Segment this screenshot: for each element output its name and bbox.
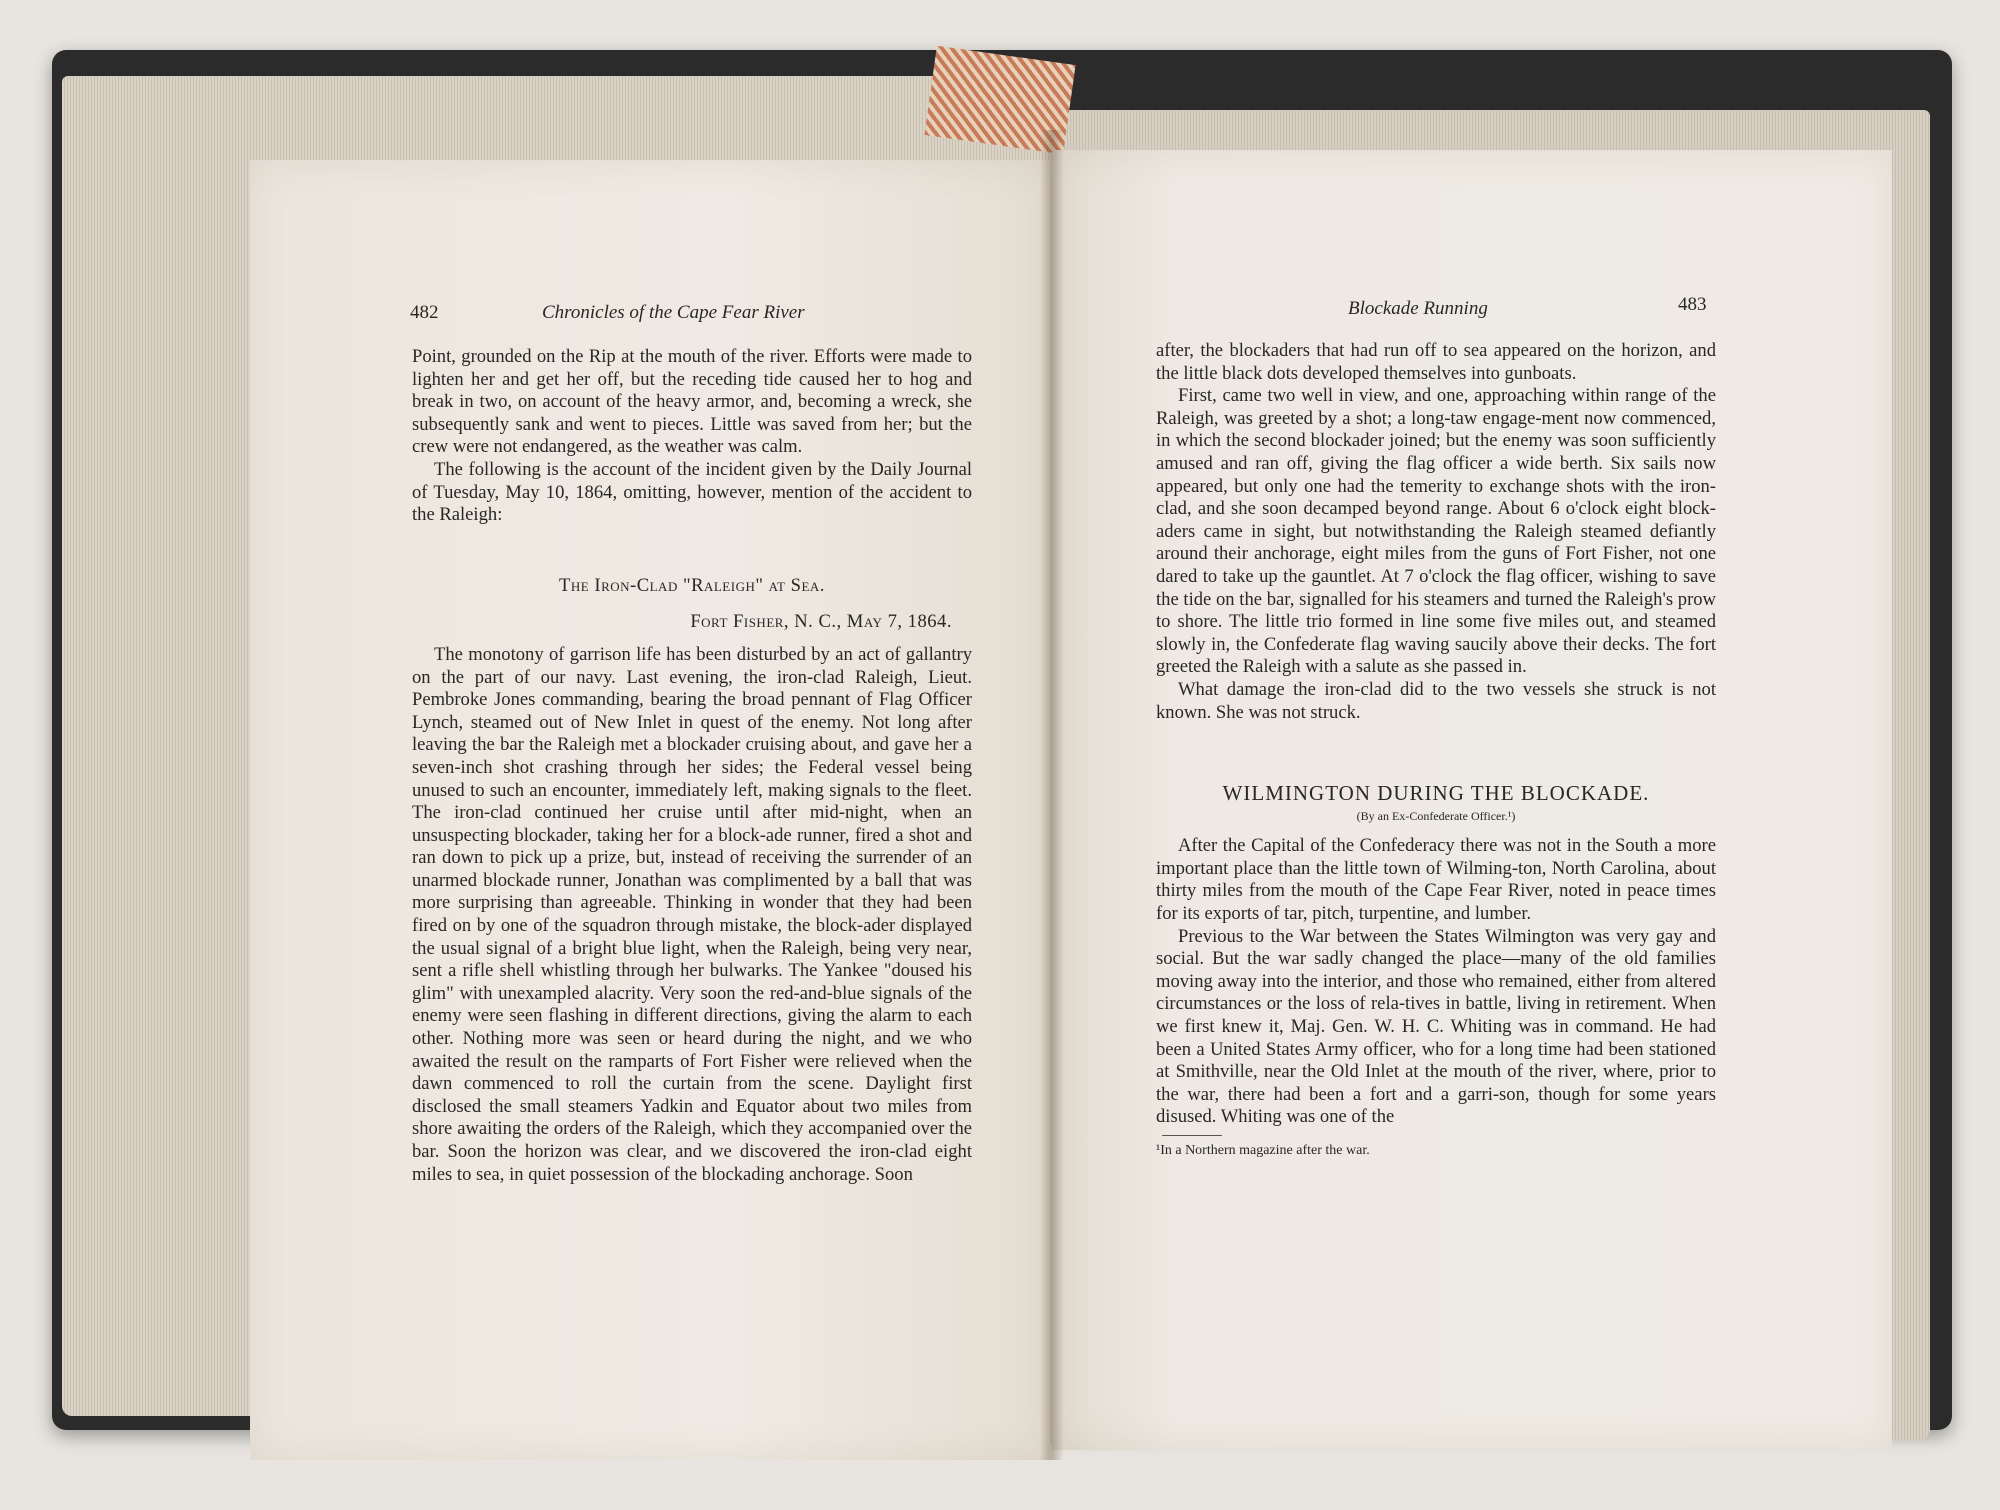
right-paragraph-2: First, came two well in view, and one, approaching within range of the Raleigh, was greeted by a shot; a long-taw engage-ment now commenced, in which the second blockader joined; but the enemy was soon sufficiently amused and ran off, giving the flag officer a wide berth. Six sails now appeared, but only one had the temerity to exchange shots with the iron-clad, and she soon decamped beyond range. About 6 o'clock eight block-aders came in sight, but notwithstanding the Raleigh steamed defiantly around their anchorage, eight miles from the guns of Fort Fisher, not one dared to take up the gauntlet. At 7 o'clock the flag officer, wishing to save the tide on the bar, signalled for his steamers and turned the Raleigh's prow to shore. The little trio formed in line some five miles out, and steamed slowly in, the Confederate flag waving saucily above their decks. The fort greeted the Raleigh with a salute as she passed in. xyxy=(1156,385,1716,678)
section-title: WILMINGTON DURING THE BLOCKADE. xyxy=(1222,781,1650,806)
intro-paragraph-1: Point, grounded on the Rip at the mouth of the river. Efforts were made to lighten her and get her off, but the receding tide caused her to hog and break in two, on account of the heavy armor, and, becoming a wreck, she subsequently sank and went to pieces. Little was saved from her; but the crew were not endangered, as the weather was calm. xyxy=(412,346,972,458)
right-header xyxy=(1348,294,1788,322)
right-paragraph-3: What damage the iron-clad did to the two vessels she struck is not known. She was not struck. xyxy=(1156,678,1716,723)
left-page-text xyxy=(412,346,972,1186)
article-body: The monotony of garrison life has been disturbed by an act of gallantry on the part of our navy. Last evening, the iron-clad Raleigh, Lieut. Pembroke Jones commanding, bearing the broad pennant of Flag Officer Lynch, steamed out of New Inlet in quest of the enemy. Not long after leaving the bar the Raleigh met a blockader cruising about, and gave her a seven-inch shot crashing through her sides; the Federal vessel being unused to such an encounter, immediately left, making signals to the fleet. The iron-clad continued her cruise until after mid-night, when an unsuspecting blockader, taking her for a block-ade runner, fired a shot and ran down to pick up a prize, but, instead of receiving the surrender of an unarmed blockade runner, Jonathan was complimented by a ball that was more surprising than agreeable. Thinking in wonder that they had been fired on by one of the squadron through mistake, the block-ader displayed the usual signal of a bright blue light, when the Raleigh, being very near, sent a rifle shell whistling through her bulwarks. The Yankee "doused his glim" with unexampled alacrity. Very soon the red-and-blue signals of the enemy were seen flashing in different directions, giving the alarm to each other. Nothing more was seen or heard during the night, and we who awaited the result on the ramparts of Fort Fisher were relieved when the dawn commenced to roll the curtain from the scene. Daylight first disclosed the small steamers Yadkin and Equator about two miles from shore awaiting the orders of the Raleigh, which they accompanied over the bar. Soon the horizon was clear, and we discovered the iron-clad eight miles to sea, in quiet possession of the blockading anchorage. Soon xyxy=(412,643,972,1185)
right-running-title: Blockade Running xyxy=(1348,298,1488,319)
footnote-rule xyxy=(1162,1135,1222,1136)
book-gutter xyxy=(1040,130,1064,1460)
intro-paragraph-2: The following is the account of the incident given by the Daily Journal of Tuesday, May 10, 1864, omitting, however, mention of the accident to the Raleigh: xyxy=(412,458,972,526)
left-header xyxy=(410,302,860,326)
left-running-title: Chronicles of the Cape Fear River xyxy=(542,302,805,323)
article-title: The Iron-Clad "Raleigh" at Sea. xyxy=(559,574,825,596)
right-paragraph-1: after, the blockaders that had run off to sea appeared on the horizon, and the little black dots developed themselves into gunboats. xyxy=(1156,340,1716,384)
section-paragraph-1: After the Capital of the Confederacy there was not in the South a more important place than the little town of Wilming-ton, North Carolina, about thirty miles from the mouth of the Cape Fear River, noted in peace times for its exports of tar, pitch, turpentine, and lumber. xyxy=(1156,835,1716,925)
left-page-number: 482 xyxy=(410,302,439,323)
section-paragraph-2: Previous to the War between the States Wilmington was very gay and social. But the war sadly changed the place—many of the old families moving away into the interior, and those who remained, either from altered circumstances or the loss of rela-tives in battle, living in retirement. When we first knew it, Maj. Gen. W. H. C. Whiting was in command. He had been a United States Army officer, who for a long time had been stationed at Smithville, near the Old Inlet at the mouth of the river, where, prior to the war, there had been a fort and a garri-son, though for some years disused. Whiting was one of the xyxy=(1156,925,1716,1128)
footnote: ¹In a Northern magazine after the war. xyxy=(1156,1143,1370,1158)
right-page-number: 483 xyxy=(1678,294,1707,315)
right-page-text xyxy=(1156,340,1716,1163)
article-dateline: Fort Fisher, N. C., May 7, 1864. xyxy=(690,611,952,633)
section-byline: (By an Ex-Confederate Officer.¹) xyxy=(1356,808,1516,823)
